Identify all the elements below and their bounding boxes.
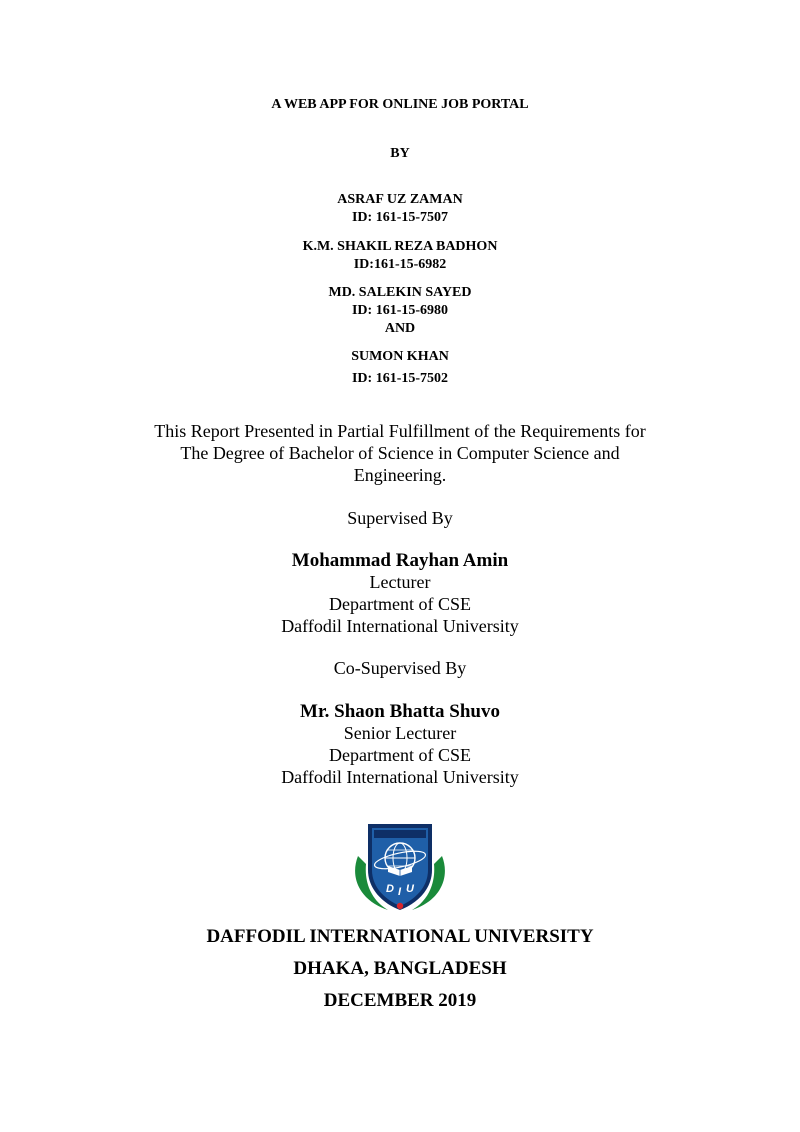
- statement-line: Engineering.: [353, 465, 447, 485]
- svg-text:U: U: [406, 883, 414, 895]
- statement-line: This Report Presented in Partial Fulfillment of the Requirements for: [154, 421, 646, 441]
- co-supervisor-designation: Senior Lecturer: [343, 723, 457, 743]
- diu-crest-icon: [348, 818, 452, 916]
- and-label: AND: [384, 321, 416, 336]
- supervisor-department: Department of CSE: [329, 594, 471, 614]
- author-name: MD. SALEKIN SAYED: [328, 285, 472, 300]
- diu-crest-logo: [348, 818, 452, 916]
- svg-text:D: D: [386, 883, 394, 895]
- supervised-by-heading: Supervised By: [347, 508, 453, 528]
- supervisor-university: Daffodil International University: [281, 616, 519, 636]
- co-supervisor-university: Daffodil International University: [281, 767, 519, 787]
- footer-location: DHAKA, BANGLADESH: [293, 958, 507, 979]
- supervisor-designation: Lecturer: [369, 572, 431, 592]
- author-id: ID:161-15-6982: [353, 257, 447, 272]
- author-id: ID: 161-15-7502: [351, 371, 449, 386]
- footer-university: DAFFODIL INTERNATIONAL UNIVERSITY: [206, 926, 594, 947]
- report-title: A WEB APP FOR ONLINE JOB PORTAL: [271, 97, 529, 112]
- svg-text:I: I: [398, 886, 402, 898]
- co-supervised-by-heading: Co-Supervised By: [333, 658, 467, 678]
- statement-line: The Degree of Bachelor of Science in Computer Science and: [180, 443, 620, 463]
- co-supervisor-name: Mr. Shaon Bhatta Shuvo: [300, 701, 500, 722]
- author-name: ASRAF UZ ZAMAN: [337, 192, 463, 207]
- by-label: BY: [390, 146, 410, 161]
- author-name: SUMON KHAN: [351, 349, 449, 364]
- supervisor-name: Mohammad Rayhan Amin: [291, 550, 509, 571]
- author-name: K.M. SHAKIL REZA BADHON: [302, 239, 498, 254]
- co-supervisor-department: Department of CSE: [329, 745, 471, 765]
- author-id: ID: 161-15-7507: [351, 210, 449, 225]
- footer-date: DECEMBER 2019: [323, 990, 477, 1011]
- author-id: ID: 161-15-6980: [351, 303, 449, 318]
